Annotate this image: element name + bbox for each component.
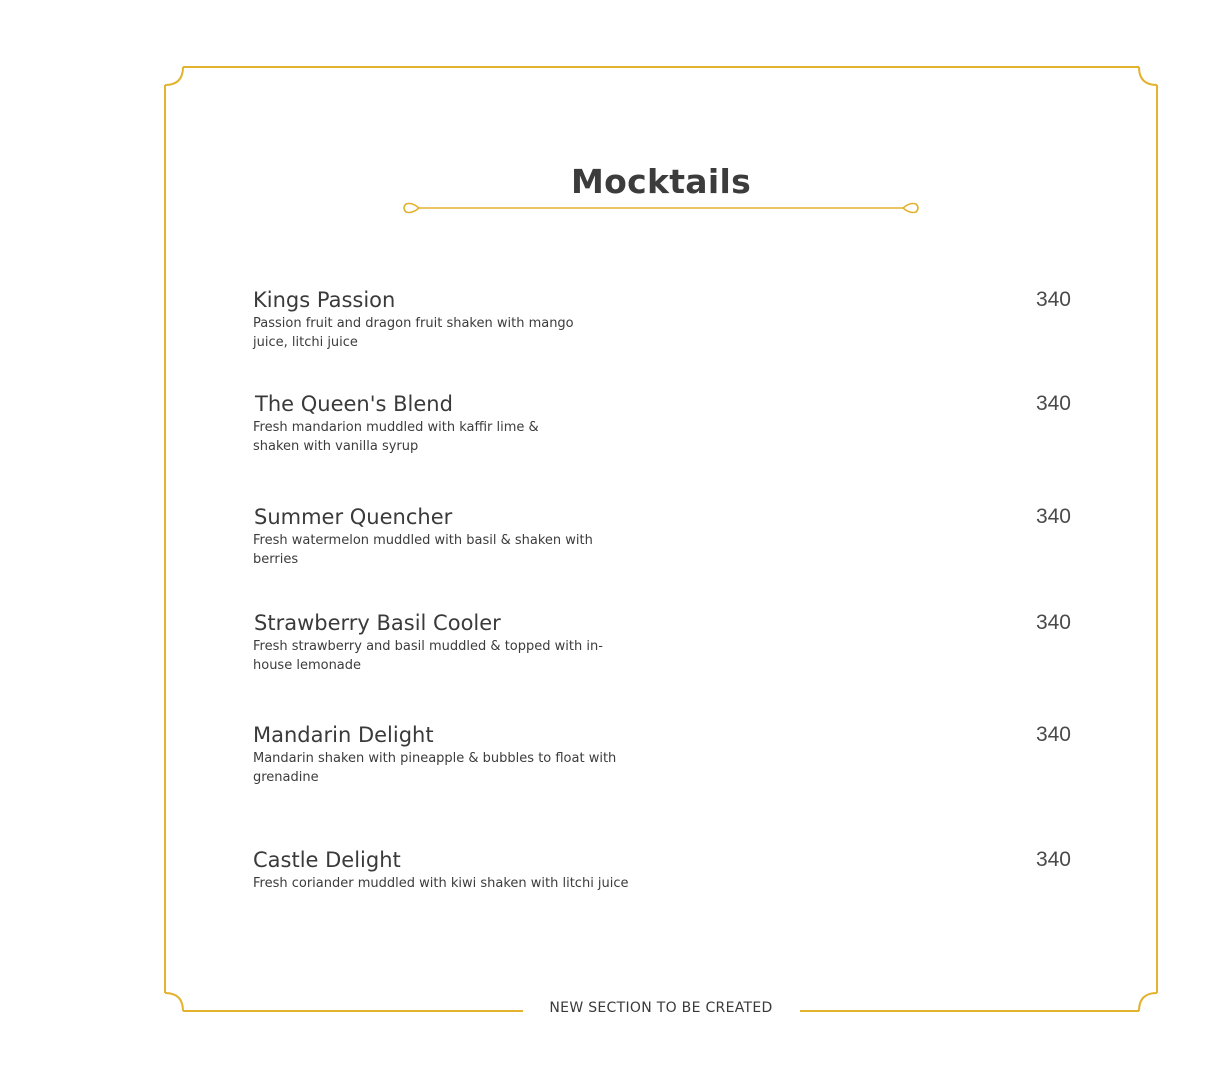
new-section-label: NEW SECTION TO BE CREATED <box>549 1000 773 1016</box>
menu-item-price: 340 <box>1035 611 1071 634</box>
title-underline-ornament <box>404 204 918 213</box>
menu-item-name: Kings Passion <box>253 288 396 312</box>
menu-item <box>253 504 1073 569</box>
menu-item-description: Fresh strawberry and basil muddled & topped with in-house lemonade <box>253 639 603 673</box>
menu-item-name: The Queen's Blend <box>255 392 453 416</box>
menu-item-name: Strawberry Basil Cooler <box>254 611 501 635</box>
menu-item-description: Passion fruit and dragon fruit shaken with mango juice, litchi juice <box>253 316 574 350</box>
menu-item-description: Fresh watermelon muddled with basil & shaken with berries <box>253 533 593 567</box>
menu-item-name: Summer Quencher <box>254 505 453 529</box>
menu-item-name: Mandarin Delight <box>253 723 434 747</box>
menu-item <box>253 847 1073 894</box>
menu-item <box>253 722 1073 787</box>
menu-item-price: 340 <box>1035 723 1071 746</box>
menu-item-description: Mandarin shaken with pineapple & bubbles to float with grenadine <box>253 751 617 785</box>
menu-item <box>253 610 1073 675</box>
menu-item-description: Fresh mandarion muddled with kaffir lime & shaken with vanilla syrup <box>253 420 539 454</box>
menu-title: Mocktails <box>570 162 752 201</box>
menu-item-description: Fresh coriander muddled with kiwi shaken with litchi juice <box>253 876 629 891</box>
menu-item-price: 340 <box>1035 392 1071 415</box>
menu-item-name: Castle Delight <box>253 848 401 872</box>
menu-item <box>253 287 1073 352</box>
menu-item-price: 340 <box>1035 505 1071 528</box>
menu-item-price: 340 <box>1035 848 1071 871</box>
menu-item-price: 340 <box>1035 288 1071 311</box>
menu-item <box>253 391 1073 456</box>
